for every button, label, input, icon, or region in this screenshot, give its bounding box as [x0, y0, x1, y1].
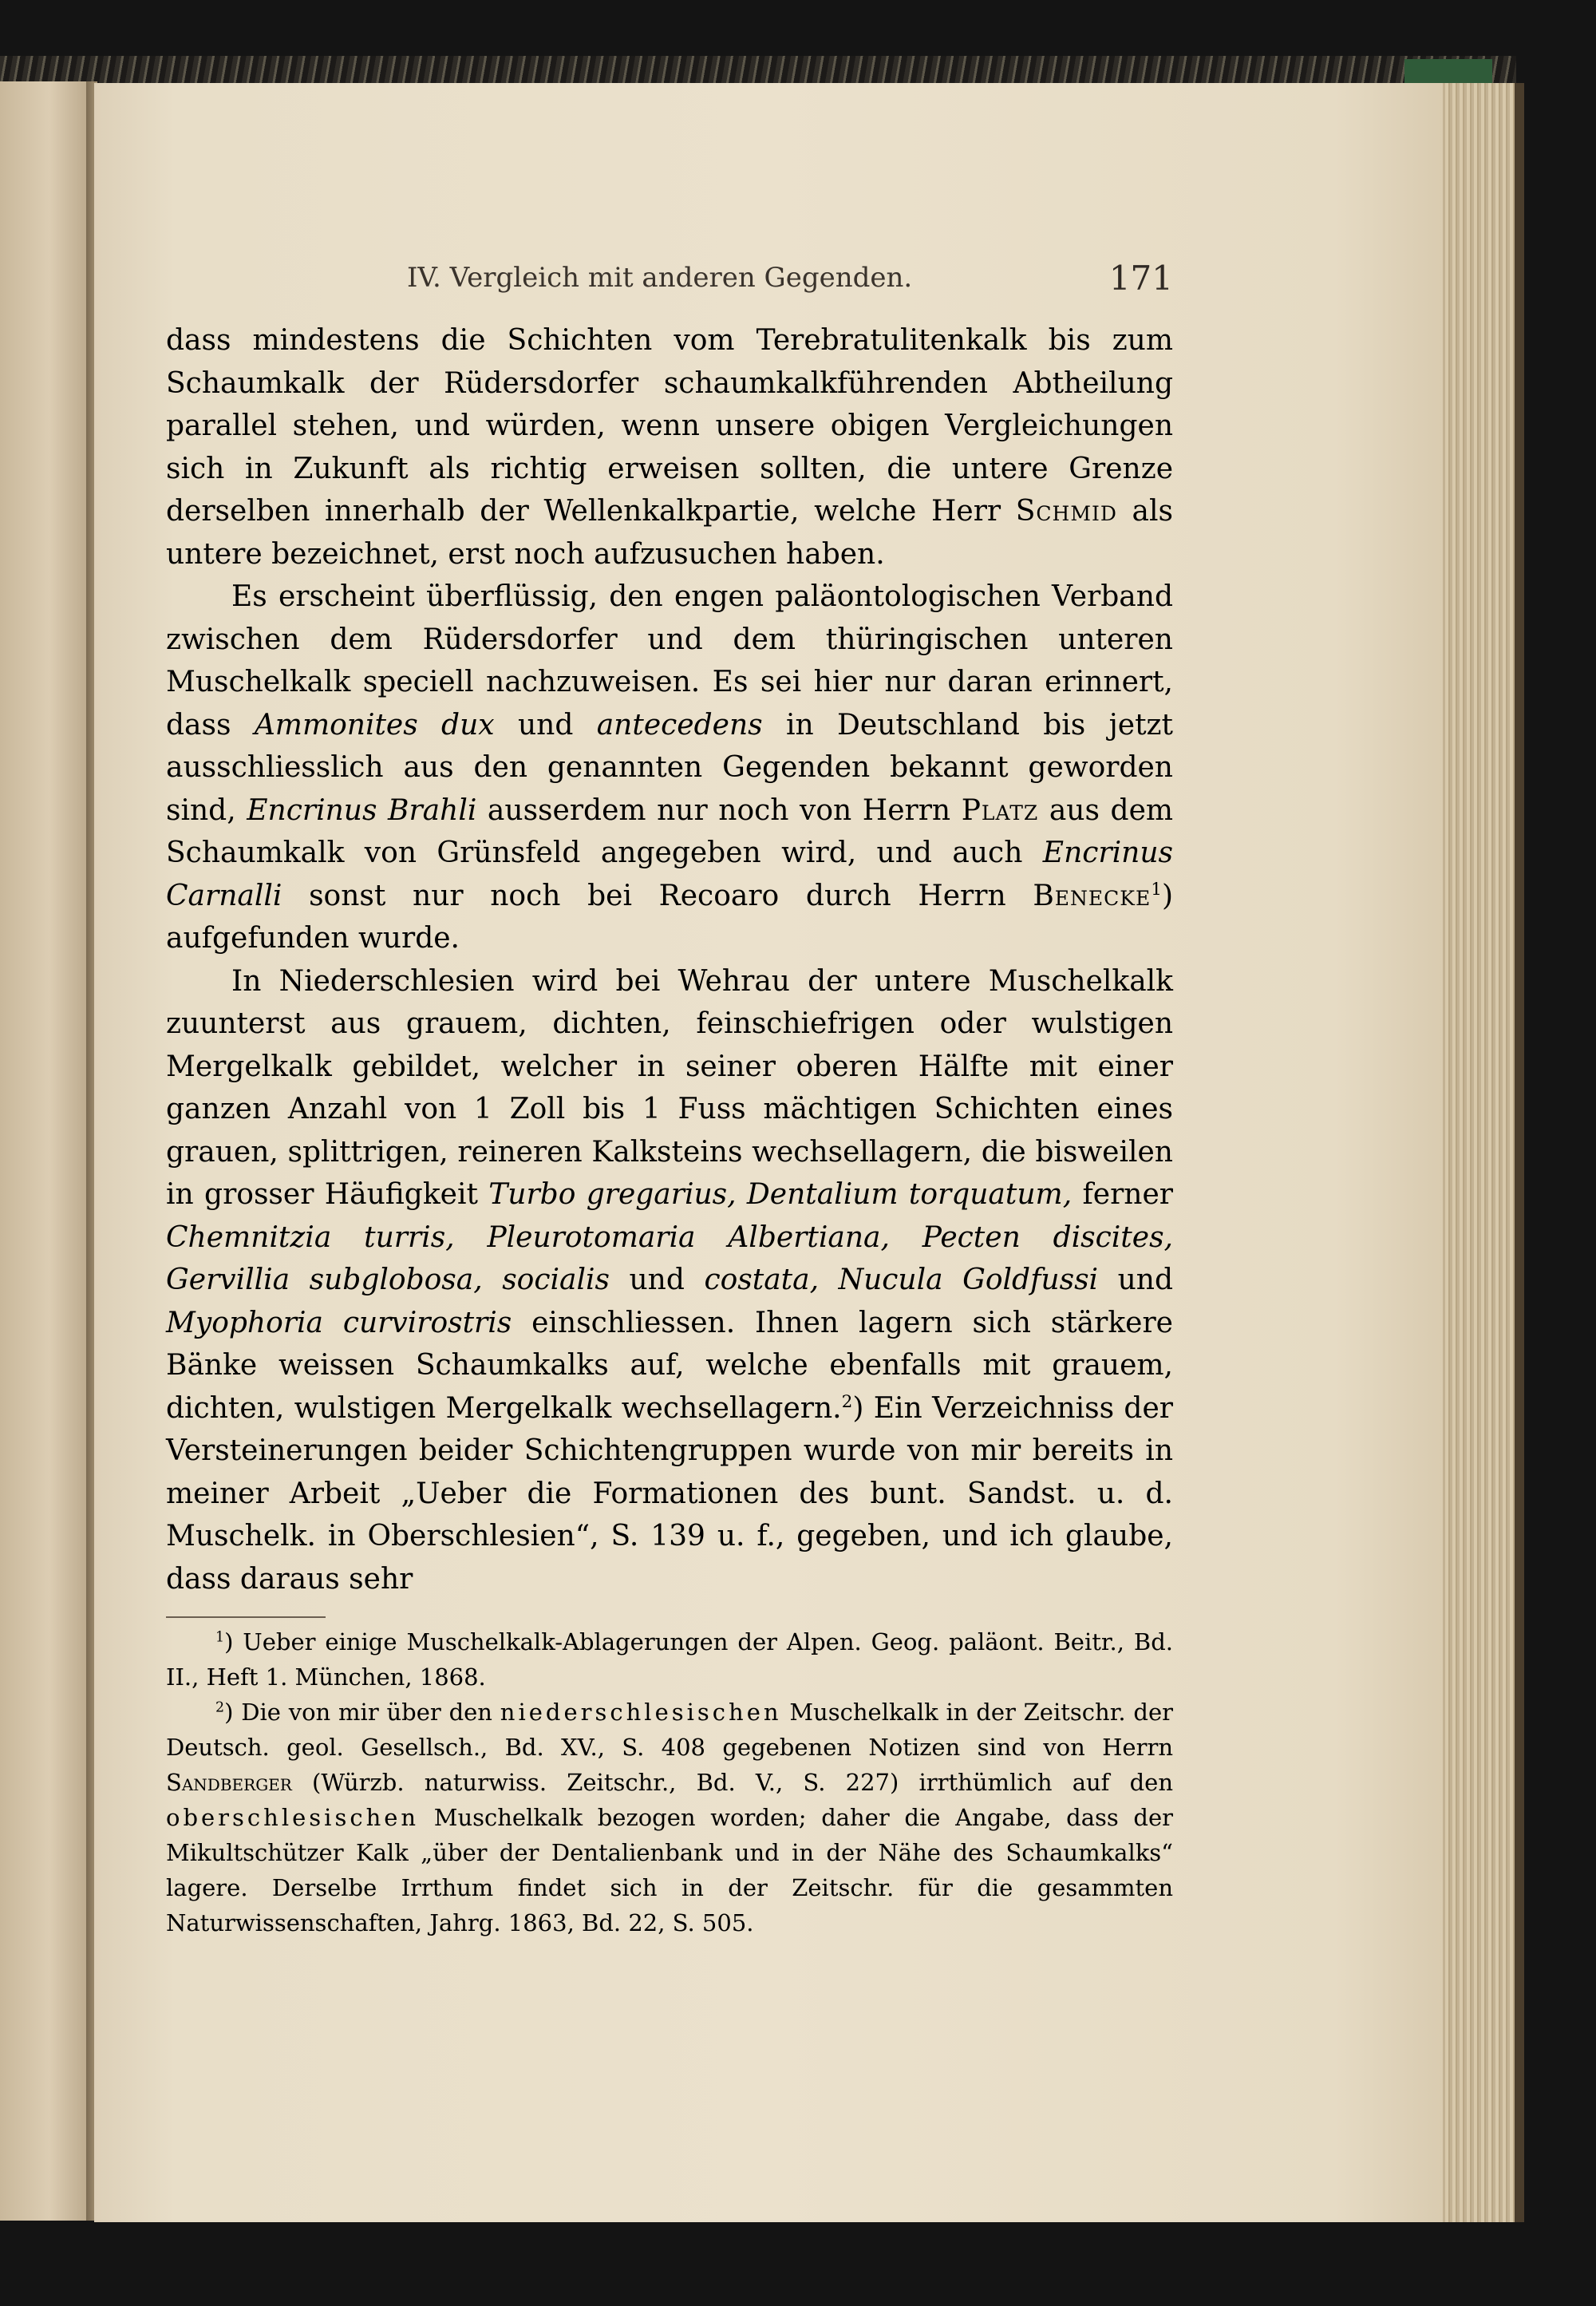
text-run: sonst nur noch bei Recoaro durch Herrn	[282, 879, 1033, 912]
text-run: Es erscheint überflüssig, den engen paläontologischen Verband zwischen dem Rüdersdorfer und dem thüringischen unteren Muschelkalk speciell nachzuweisen. Es sei hier nur daran erinnert, dass	[166, 580, 1173, 742]
text-run: und	[1098, 1264, 1173, 1296]
text-run: ) Ein Verzeichniss der Versteinerungen beider Schichtengruppen wurde von mir bereits in meiner Arbeit „Ueber die Formationen des bunt. Sandst. u. d. Muschelk. in Oberschlesien“, S. 139 u. f., gegeben, und ich glaube, dass daraus sehr	[166, 1391, 1173, 1596]
author-name: Benecke	[1033, 879, 1152, 912]
footnote-text: ) Ueber einige Muschelkalk-Ablagerungen der Alpen. Geog. paläont. Beitr., Bd. II., Heft 1. München, 1868.	[166, 1628, 1173, 1691]
spaced-term: oberschlesischen	[166, 1804, 420, 1831]
text-run: und	[609, 1264, 705, 1296]
text-run: und	[494, 708, 597, 742]
binding-cloth	[1404, 59, 1492, 83]
left-page-edge	[0, 81, 89, 2221]
author-name: Platz	[961, 793, 1039, 827]
taxon-name: antecedens	[596, 708, 763, 742]
text-run: ferner	[1072, 1178, 1173, 1211]
footnote-mark: 2	[215, 1699, 225, 1716]
paragraph-1	[166, 319, 1173, 576]
text-run: In Niederschlesien wird bei Wehrau der untere Muschelkalk zuunterst aus grauem, dichten, feinschiefrigen oder wulstigen Mergelkalk gebildet, welcher in seiner oberen Hälfte mit einer ganzen Anzahl von 1 Zoll bis 1 Fuss mächtigen Schichten eines grauen, splittrigen, reineren Kalksteins wechsellagern, die bisweilen in grosser Häufigkeit	[166, 964, 1173, 1211]
text-run: ) aufgefunden wurde.	[166, 879, 1173, 955]
text-run: einschliessen. Ihnen lagern sich stärkere Bänke weissen Schaumkalks auf, welche ebenfalls mit grauem, dichten, wulstigen Mergelkalk wechsellagern.	[166, 1306, 1173, 1425]
taxon-name: Ammonites dux	[254, 708, 495, 742]
footnote-rule	[166, 1616, 326, 1618]
text-run: als untere bezeichnet, erst noch aufzusuchen haben.	[166, 495, 1173, 571]
footnote-text: ) Die von mir über den	[224, 1699, 500, 1726]
taxon-name: Encrinus Carnalli	[166, 837, 1173, 912]
taxon-name: costata, Nucula Goldfussi	[704, 1264, 1099, 1296]
page-block-edge	[1443, 83, 1515, 2222]
text-run: dass mindestens die Schichten vom Terebratulitenkalk bis zum Schaumkalk der Rüdersdorfer schaumkalkführenden Abtheilung parallel stehen, und würden, wenn unsere obigen Vergleichungen sich in Zukunft als richtig erweisen sollten, die untere Grenze derselben innerhalb der Wellenkalkpartie, welche Herr	[166, 324, 1173, 528]
body-text	[166, 319, 1173, 1600]
taxon-name: Encrinus Brahli	[247, 793, 477, 827]
paragraph-3	[166, 960, 1173, 1601]
page-header	[407, 259, 1173, 310]
footnote-mark: 1	[215, 1629, 225, 1646]
footnote-text: Muschelkalk bezogen worden; daher die Angabe, dass der Mikultschützer Kalk „über der Dentalienbank und in der Nähe des Schaumkalks“ lagere. Derselbe Irrthum findet sich in der Zeitschr. für die gesammten Naturwissenschaften, Jahrg. 1863, Bd. 22, S. 505.	[166, 1804, 1173, 1936]
footnote-text: Muschelkalk in der Zeitschr. der Deutsch. geol. Gesellsch., Bd. XV., S. 408 gegebenen Notizen sind von Herrn	[166, 1699, 1174, 1761]
taxon-name: Myophoria curvirostris	[166, 1306, 512, 1339]
footnotes	[166, 1624, 1173, 1940]
spaced-term: niederschlesischen	[500, 1699, 782, 1726]
footnote-text: (Würzb. naturwiss. Zeitschr., Bd. V., S. 227) irrthümlich auf den	[291, 1769, 1173, 1796]
text-run: aus dem Schaumkalk von Grünsfeld angegeben wird, und auch	[166, 793, 1174, 869]
cover-edge	[1515, 83, 1524, 2222]
taxon-name: Chemnitzia turris, Pleurotomaria Albertiana, Pecten discites, Gervillia subglobosa, socialis	[166, 1220, 1173, 1296]
footnote-ref: 2	[841, 1391, 853, 1412]
text-run: in Deutschland bis jetzt ausschliesslich aus den genannten Gegenden bekannt geworden sind,	[166, 708, 1173, 827]
taxon-name: Turbo gregarius, Dentalium torquatum,	[488, 1178, 1073, 1211]
text-run: ausserdem nur noch von Herrn	[476, 793, 962, 827]
footnote-1	[166, 1624, 1173, 1695]
author-name: Schmid	[1015, 495, 1117, 528]
page-number: 171	[1108, 259, 1173, 298]
paragraph-2	[166, 576, 1173, 960]
running-head: IV. Vergleich mit anderen Gegenden.	[407, 262, 913, 294]
footnote-2	[166, 1695, 1173, 1940]
author-name: Sandberger	[166, 1769, 292, 1796]
footnote-ref: 1	[1151, 879, 1162, 900]
